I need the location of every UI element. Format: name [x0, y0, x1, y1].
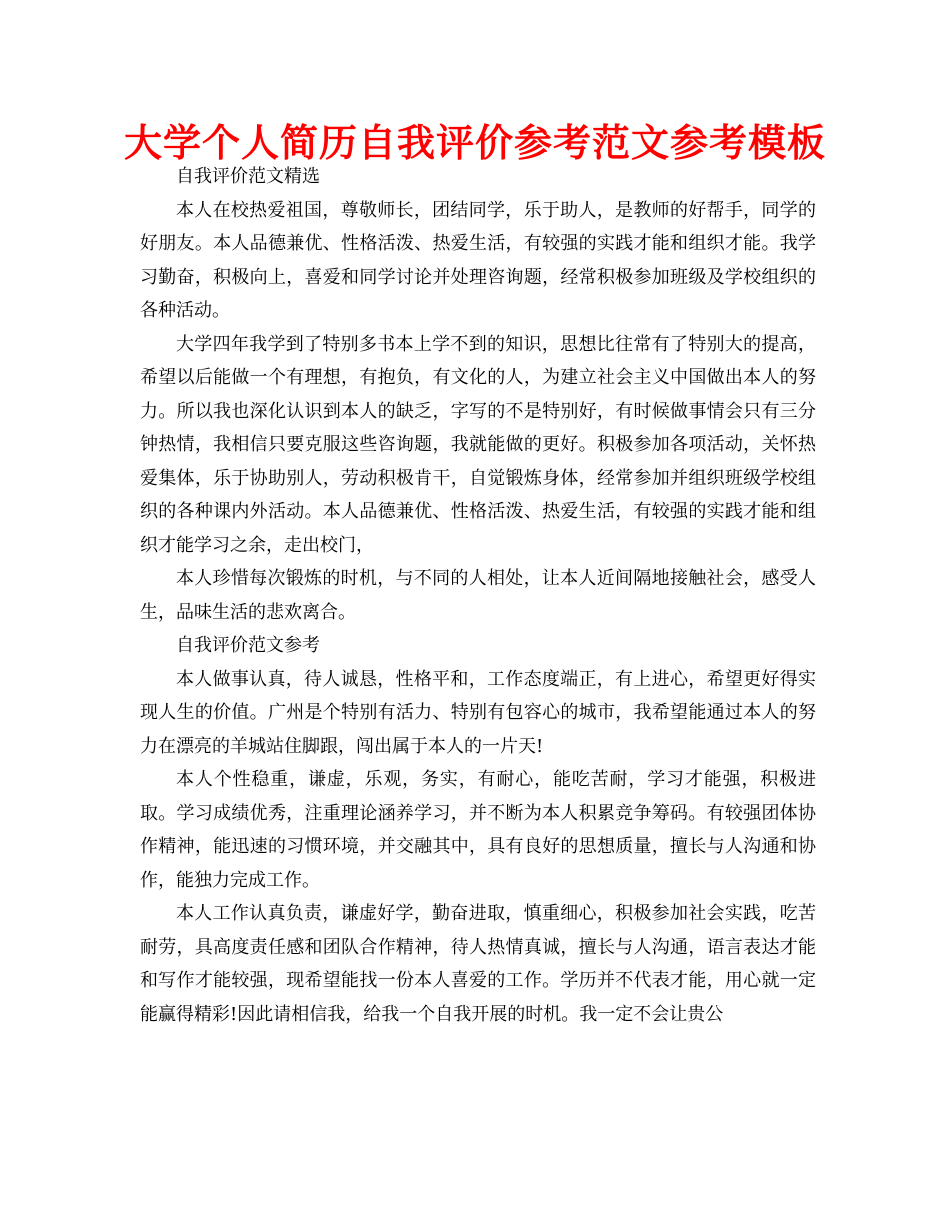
paragraph: 本人珍惜每次锻炼的时机，与不同的人相处，让本人近间隔地接触社会，感受人生，品味生活的悲欢离合。 [140, 568, 816, 623]
document-body [140, 160, 816, 1031]
document-title: 大学个人简历自我评价参考范文参考模板 [123, 121, 826, 165]
paragraph: 大学四年我学到了特别多书本上学不到的知识，思想比往常有了特别大的提高，希望以后能做一个有理想，有抱负，有文化的人，为建立社会主义中国做出本人的努力。所以我也深化认识到本人的缺乏，字写的不是特别好，有时候做事情会只有三分钟热情，我相信只要克服这些咨询题，我就能做的更好。积极参加各项活动，关怀热爱集体，乐于协助别人，劳动积极肯干，自觉锻炼身体，经常参加并组织班级学校组织的各种课内外活动。本人品德兼优、性格活泼、热爱生活，有较强的实践才能和组织才能学习之余，走出校门， [140, 333, 816, 556]
paragraph: 本人个性稳重，谦虚，乐观，务实，有耐心，能吃苦耐，学习才能强，积极进取。学习成绩优秀，注重理论涵养学习，并不断为本人积累竞争筹码。有较强团体协作精神，能迅速的习惯环境，并交融其中，具有良好的思想质量，擅长与人沟通和协作，能独力完成工作。 [140, 769, 816, 891]
paragraph: 本人做事认真，待人诚恳，性格平和，工作态度端正，有上进心，希望更好得实现人生的价值。广州是个特别有活力、特别有包容心的城市，我希望能通过本人的努力在漂亮的羊城站住脚跟，闯出属于本人的一片天! [140, 668, 816, 757]
paragraph: 本人在校热爱祖国，尊敬师长，团结同学，乐于助人，是教师的好帮手，同学的好朋友。本人品德兼优、性格活泼、热爱生活，有较强的实践才能和组织才能。我学习勤奋，积极向上，喜爱和同学讨论并处理咨询题，经常积极参加班级及学校组织的各种活动。 [140, 199, 816, 321]
section-heading-reference: 自我评价范文参考 [176, 635, 320, 656]
paragraph: 本人工作认真负责，谦虚好学，勤奋进取，慎重细心，积极参加社会实践，吃苦耐劳，具高度责任感和团队合作精神，待人热情真诚，擅长与人沟通，语言表达才能和写作才能较强，现希望能找一份本人喜爱的工作。学历并不代表才能，用心就一定能赢得精彩!因此请相信我，给我一个自我开展的时机。我一定不会让贵公 [140, 903, 816, 1025]
section-heading-selected: 自我评价范文精选 [176, 166, 320, 187]
